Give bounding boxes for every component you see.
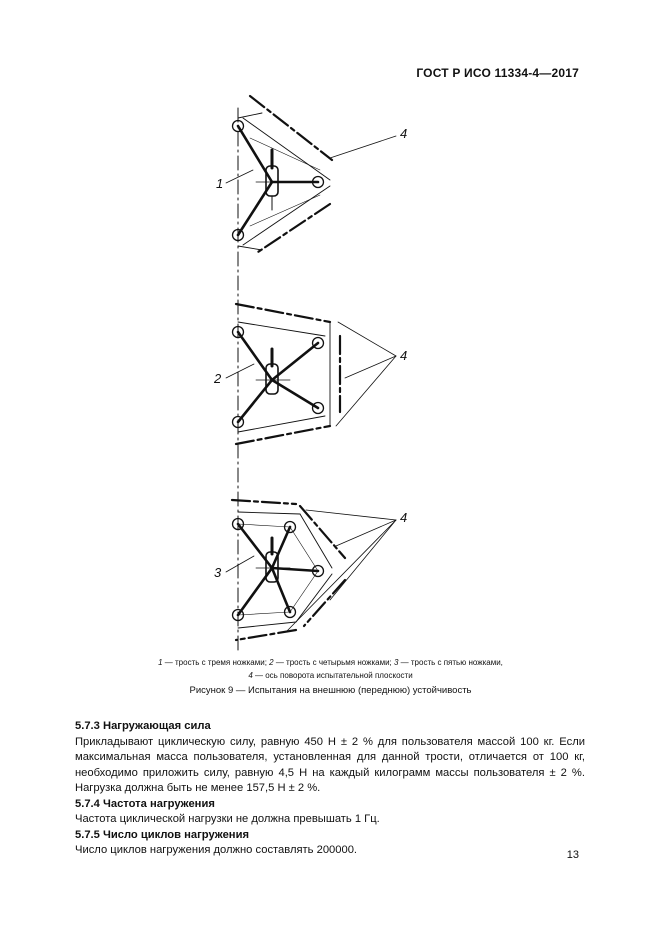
section-text-573: Прикладывают циклическую силу, равную 450 Н ± 2 % для пользователя массой 100 кг. Если максимальная масса пользователя, установленная для данной трости, отличается от 100 кг, необходимо приложить силу, равную 4,5 Н на каждый килограмм массы пользователя ± 2 %. Нагрузка должна быть не менее 157,5 Н ± 2 %.: [75, 735, 585, 794]
legend-text-2: — трость с четырьмя ножками;: [273, 658, 394, 667]
figure-caption: Рисунок 9 — Испытания на внешнюю (переднюю) устойчивость: [189, 685, 472, 696]
callout-4-a: 4: [400, 126, 408, 141]
callout-4-b: 4: [400, 348, 408, 363]
tripod-plane: [250, 96, 332, 252]
leader-2: [226, 364, 254, 378]
leader-1: [226, 170, 253, 183]
section-title-574: 5.7.4 Частота нагружения: [75, 797, 215, 810]
legend-key-2: 2: [269, 658, 274, 667]
callout-4-c: 4: [400, 510, 408, 525]
callout-1: 1: [216, 176, 224, 191]
callout-3: 3: [214, 565, 222, 580]
callout-2: 2: [214, 371, 222, 386]
document-header: ГОСТ Р ИСО 11334-4—2017: [416, 66, 579, 80]
legend-text-3: — трость с пятью ножками,: [398, 658, 503, 667]
leader-3: [226, 556, 254, 572]
document-body: [75, 719, 585, 859]
legend-key-1: 1: [158, 658, 163, 667]
leader-4a: [330, 136, 396, 158]
legend-text-4: — ось поворота испытательной плоскости: [252, 671, 413, 680]
legend-key-3: 3: [393, 658, 399, 667]
section-title-575: 5.7.5 Число циклов нагружения: [75, 828, 249, 841]
section-text-574: Частота циклической нагрузки не должна превышать 1 Гц.: [75, 813, 380, 825]
section-text-575: Число циклов нагружения должно составлять 200000.: [75, 844, 358, 856]
section-title-573: 5.7.3 Нагружающая сила: [75, 720, 211, 732]
figure-legend: [0, 656, 661, 682]
page-number: 13: [566, 849, 579, 861]
legend-key-4: 4: [248, 671, 253, 680]
legend-text-1: — трость с тремя ножками;: [162, 658, 270, 667]
